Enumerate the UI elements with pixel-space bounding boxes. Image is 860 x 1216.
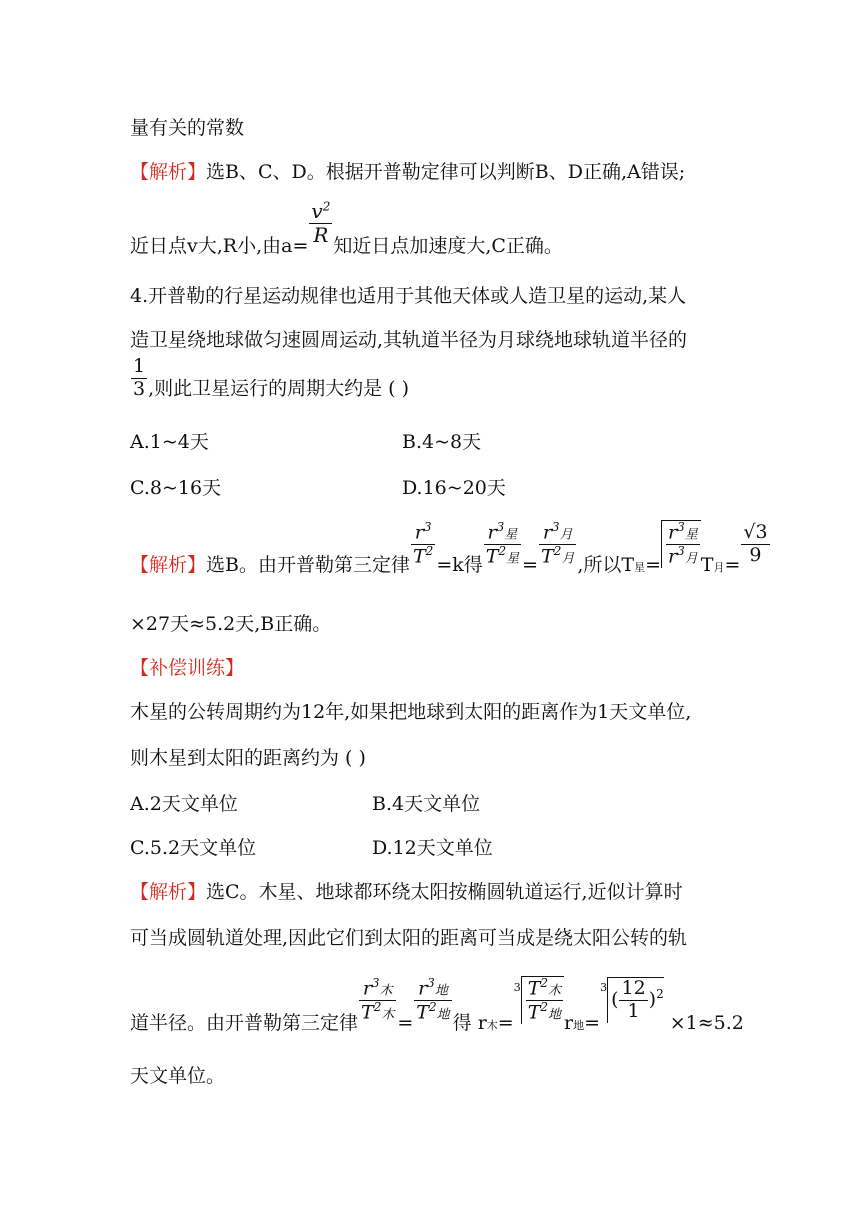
fraction-one-third: $\frac{1}{3}$ — [133, 355, 146, 400]
analysis-text: 近日点v大,R小,由a= — [130, 235, 309, 257]
analysis-tag: 【解析】 — [130, 881, 207, 903]
supplement-line2: 则木星到太阳的距离约为 ( ) — [130, 747, 366, 769]
q4-option-d: D.16~20天 — [402, 477, 506, 499]
supplement-option-c: C.5.2天文单位 — [130, 837, 257, 859]
supplement-analysis-line2: 可当成圆轨道处理,因此它们到太阳的距离可当成是绕太阳公转的轨 — [130, 927, 688, 949]
q4-analysis-line2: ×27天≈5.2天,B正确。 — [130, 613, 332, 635]
q3-analysis-line1 — [130, 160, 685, 184]
q4-option-b: B.4~8天 — [402, 431, 482, 453]
formula-sqrt3-over-9: $\frac{√3}{9}$ — [743, 520, 768, 566]
analysis-tag: 【解析】 — [130, 554, 207, 577]
sqrt-radicand: $\frac{r^3星}{r^3月}$ — [661, 520, 701, 568]
supplement-analysis-line3: 道半径。由开普勒第三定律 $\frac{r^3木}{T^2木}$ = $\frac{r^3地}{T^2地}$ 得 r木=$^3$ $\frac{T^2木}{T^2地}$ r地=$^3$( $\frac{12}{1}$ )$^2$×1≈5.2 — [130, 975, 744, 1035]
q3-analysis-line2 — [130, 199, 563, 257]
cube-root-radicand: $\frac{T^2木}{T^2地}$ — [521, 976, 564, 1024]
supplement-analysis-line4: 天文单位。 — [130, 1065, 226, 1087]
q4-line1: 4.开普勒的行星运动规律也适用于其他天体或人造卫星的运动,某人 — [130, 285, 687, 307]
supplement-analysis-line1: 【解析】选C。木星、地球都环绕太阳按椭圆轨道运行,近似计算时 — [130, 881, 683, 903]
q4-analysis-line1: 【解析】选B。由开普勒第三定律 $\frac{r^3}{T^2}$ =k得 $\frac{r^3星}{T^2星}$ = $\frac{r^3月}{T^2月}$ ,所以T星= $\frac{r^3星}{r^3月}$ T月= $\frac{√3}{9}$ — [130, 519, 768, 577]
formula-r-earth-over-T-earth: $\frac{r^3地}{T^2地}$ — [416, 975, 450, 1023]
q3-tail: 量有关的常数 — [130, 117, 245, 139]
formula-r-star-over-T-star: $\frac{r^3星}{T^2星}$ — [485, 519, 520, 567]
cube-root-12-over-1: ( $\frac{12}{1}$ )$^2$ — [607, 977, 664, 1023]
formula-v2-over-R: $\frac{v^2}{R}$ — [311, 199, 331, 247]
q4-line2: 造卫星绕地球做匀速圆周运动,其轨道半径为月球绕地球轨道半径的 — [130, 329, 688, 351]
formula-r-moon-over-T-moon: $\frac{r^3月}{T^2月}$ — [541, 519, 575, 567]
supplement-line1: 木星的公转周期约为12年,如果把地球到太阳的距离作为1天文单位, — [130, 701, 692, 723]
analysis-text: 选B、C、D。根据开普勒定律可以判断B、D正确,A错误; — [206, 161, 686, 183]
supplement-tag: 【补偿训练】 — [130, 657, 245, 679]
q4-line3: $\frac{1}{3}$ ,则此卫星运行的周期大约是 ( ) — [133, 355, 410, 400]
q4-option-c: C.8~16天 — [130, 477, 222, 499]
formula-r-jupiter-over-T-jupiter: $\frac{r^3木}{T^2木}$ — [361, 975, 395, 1023]
supplement-option-a: A.2天文单位 — [130, 793, 238, 815]
q4-option-a: A.1~4天 — [130, 431, 209, 453]
analysis-tag: 【解析】 — [130, 161, 207, 183]
supplement-option-b: B.4天文单位 — [372, 793, 481, 815]
formula-r3-over-T2: $\frac{r^3}{T^2}$ — [412, 519, 434, 567]
supplement-option-d: D.12天文单位 — [372, 837, 493, 859]
analysis-text: 知近日点加速度大,C正确。 — [333, 235, 563, 257]
